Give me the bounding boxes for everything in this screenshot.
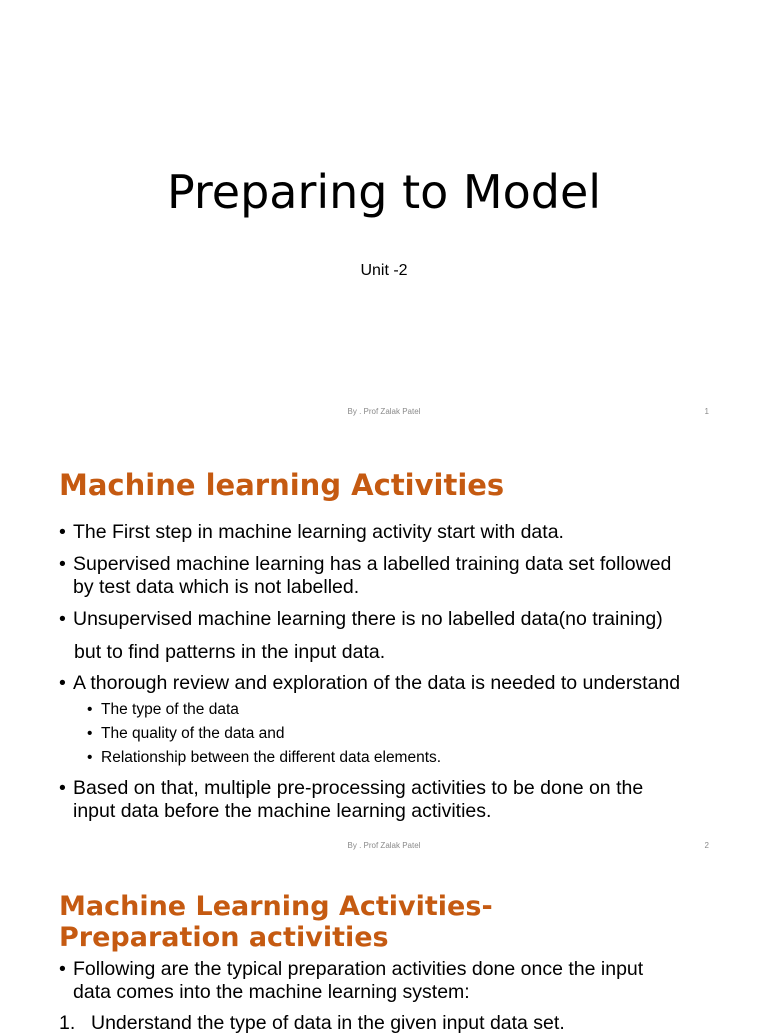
item-text: Understand the type of data in the given input data set. [91,1012,565,1034]
bullet-list [59,958,719,1004]
bullet-item-continued: input data before the machine learning activities. [73,800,492,822]
slide-heading-line: Machine Learning Activities- [59,891,493,922]
bullet-item: • The First step in machine learning activity start with data. [59,521,719,544]
footer-author: By . Prof Zalak Patel [347,841,421,850]
sub-bullet-item: • The quality of the data and [59,722,719,746]
sub-bullet-item: • The type of the data [59,698,719,722]
slide-heading [59,891,493,953]
slide-heading-line: Preparation activities [59,922,389,953]
bullet-item: • A thorough review and exploration of the data is needed to understand [59,672,719,695]
page-number: 2 [704,841,709,850]
bullet-item: • Supervised machine learning has a labelled training data set followed [59,553,719,576]
bullet-item-continued: by test data which is not labelled. [73,576,360,598]
slide-heading: Machine learning Activities [59,468,505,502]
bullet-item: • Following are the typical preparation activities done once the input [59,958,719,981]
sub-bullet-item: • Relationship between the different data elements. [59,746,719,770]
bullet-item-continued: data comes into the machine learning system: [73,981,470,1003]
bullet-item: • Unsupervised machine learning there is no labelled data(no training) [59,608,719,631]
slide-subtitle: Unit -2 [360,262,408,279]
page-number: 1 [704,407,709,416]
item-number: 1. [59,1012,76,1034]
bullet-item: • Based on that, multiple pre-processing activities to be done on the [59,777,719,800]
slide-title: Preparing to Model [166,165,602,219]
footer-author: By . Prof Zalak Patel [347,407,421,416]
bullet-item-continued: but to find patterns in the input data. [74,641,386,663]
